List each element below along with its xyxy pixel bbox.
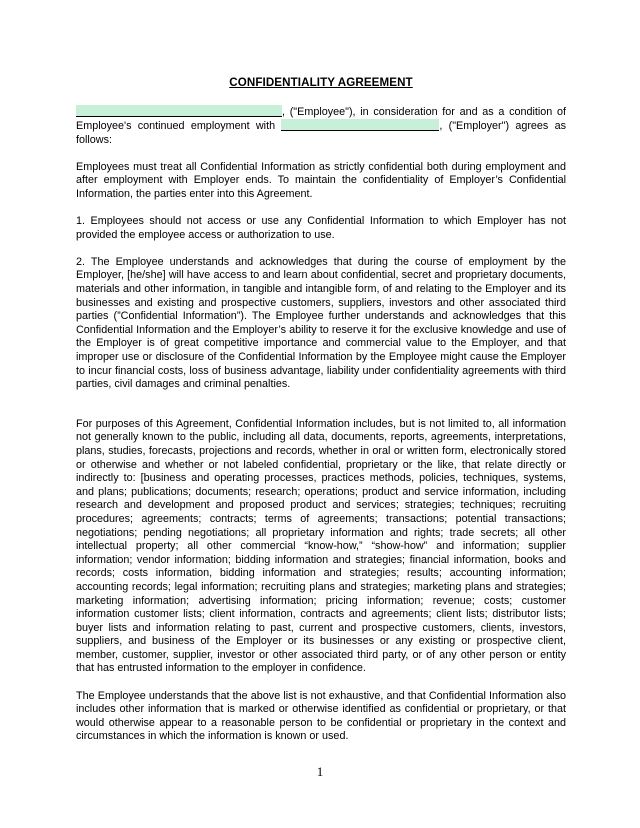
intro-text-part1: , ("Employee"), in consideration for and as a condition of Employee's continued employment with — [76, 105, 566, 133]
paragraph-confidential-treatment: Employees must treat all Confidential Information as strictly confidential both during employment and after employment with Employer ends. To maintain the confidentiality of Employer’s Confidential Information, the parties enter into this Agreement. — [76, 160, 566, 201]
employer-name-blank[interactable] — [281, 119, 439, 131]
employee-name-blank[interactable] — [76, 105, 282, 117]
page-number: 1 — [316, 764, 324, 779]
paragraph-non-exhaustive: The Employee understands that the above list is not exhaustive, and that Confidential Information also includes other information that is marked or otherwise identified as confidential or proprietary, or that would otherwise appear to a reasonable person to be confidential or proprietary in the context and circumstances in which the information is known or used. — [76, 689, 566, 743]
intro-text-part2: , ("Employer") agrees as follows: — [76, 120, 566, 146]
intro-paragraph — [76, 105, 566, 148]
paragraph-clause-1: 1. Employees should not access or use any Confidential Information to which Employer has not provided the employee access or authorization to use. — [76, 215, 566, 241]
document-page — [76, 76, 566, 757]
paragraph-definition: For purposes of this Agreement, Confidential Information includes, but is not limited to, all information not generally known to the public, including all data, documents, reports, agreements, interpretations, plans, studies, forecasts, projections and records, whether in oral or written form, electronically stored or otherwise and whether or not labeled confidential, proprietary or the like, that relate directly or indirectly to: [business and operating processes, practices methods, policies, techniques, systems, and plans; publications; documents; research; operations; product and service information, including research and development and proposed product and services; strategies; techniques; recruiting procedures; agreements; contracts; terms of agreements; transactions; potential transactions; negotiations; pending negotiations; all proprietary information and rights; trade secrets; all other intellectual property; all other commercial “know-how,” “show-how” and information; supplier information; vendor information; bidding information and strategies; financial information, books and records; costs information, bidding information and strategies; results; accounting information; accounting records; legal information; recruiting plans and strategies; marketing plans and strategies; marketing information; advertising information; pricing information; revenue; costs; customer information customer lists; client information, contracts and agreements; client lists; distributor lists; buyer lists and information relating to past, current and prospective customers, clients, investors, suppliers, and business of the Employer or its businesses or any existing or prospective client, member, customer, supplier, investor or other associated third party, or of any other person or entity that has entrusted information to the employer in confidence. — [76, 417, 566, 675]
document-title: CONFIDENTIALITY AGREEMENT — [229, 76, 413, 89]
paragraph-clause-2: 2. The Employee understands and acknowledges that during the course of employment by the Employer, [he/she] will have access to and learn about confidential, secret and proprietary documents, materials and other information, in tangible and intangible form, of and relating to the Employer and its businesses and existing and prospective customers, suppliers, investors and other associated third parties (”Confidential Information”). The Employee further understands and acknowledges that this Confidential Information and the Employer’s ability to reserve it for the exclusive knowledge and use of the Employer is of great competitive importance and commercial value to the Employer, and that improper use or disclosure of the Confidential Information by the Employee might cause the Employer to incur financial costs, loss of business advantage, liability under confidentiality agreements with third parties, civil damages and criminal penalties. — [76, 255, 566, 391]
